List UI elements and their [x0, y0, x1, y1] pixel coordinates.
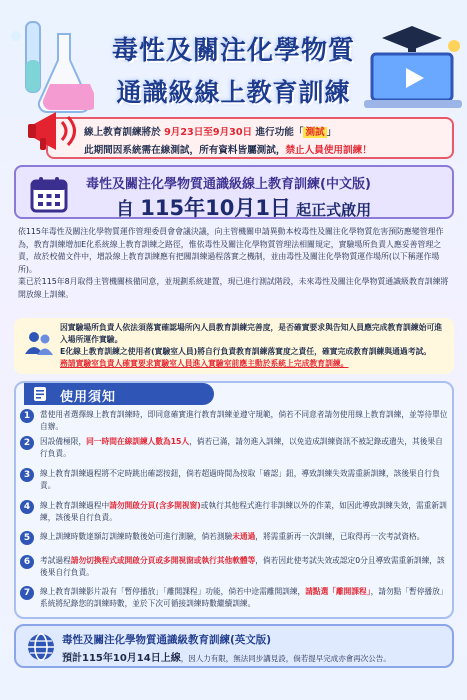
notice-line2 — [84, 142, 444, 160]
note-text — [40, 531, 448, 543]
notice-text: 此期間因系統需在線測試，所有資料皆屬測試， — [84, 145, 286, 156]
launch-text: 自 — [116, 199, 141, 220]
note-text-part: 線上教育訓練影片設有「暫停播放」「離開課程」功能，倘若中途需離開訓練， — [40, 587, 306, 596]
note-highlight: 請點選「離開課程」 — [305, 587, 371, 596]
note-text-part: 當使用者選擇線上教育訓練時，即同意確實進行教育訓練並遵守規範，倘若不同意者請勿使用線上教育訓練，並等待單位自辦。 — [40, 410, 448, 431]
page-title-line1: 毒性及關注化學物質 — [111, 36, 355, 66]
usage-notes-title: 使用須知 — [60, 390, 117, 405]
intro-paragraph-2: 業已於115年8月取得主管機關核備同意，並規劃系統建置，現已進行測試階段，未來毒性及關注化學物質通識級教育訓練將開放線上訓練。 — [18, 277, 449, 299]
note-text-part: ，請勿點「暫停播放」系統將紀錄您的訓練時數，並於下次可循接訓練時數繼續訓練。 — [40, 587, 448, 608]
note-text-part: 因設備極限， — [40, 437, 87, 446]
note-text — [40, 586, 448, 610]
usage-note-item — [20, 555, 448, 579]
launch-announcement — [14, 165, 454, 219]
note-text-part: ，倘若因此使考試失效或認定0分且導致需重新訓練，該後果自行負責。 — [40, 556, 445, 577]
note-number: 3 — [20, 468, 34, 482]
english-version-note: ，因人力有限，無法同步講見設，倘若提早完成亦會再次公告。 — [180, 654, 391, 663]
note-text-part: ，將需重新再一次訓練，已取得再一次考試資格。 — [255, 532, 425, 541]
notice-warning: 禁止人員使用訓練！ — [285, 145, 372, 156]
globe-icon — [26, 632, 56, 662]
note-text-part: ，倘若已滿，請勿進入訓練，以免造成訓練資訊不被記錄或遺失，其後果自行負責。 — [40, 437, 443, 458]
note-number: 6 — [20, 555, 34, 569]
notice-line1 — [84, 124, 444, 142]
launch-text: 起正式啟用 — [290, 201, 372, 219]
usage-note-item — [20, 468, 448, 492]
intro-paragraph-1: 依115年毒性及關注化學物質運作管理委員會會議決議，向主管機關申請異動本校毒性及關注化學物質危害預防應變管理作為，教育訓練增加E化系統線上教育訓練之路徑，惟依毒性及關注化學物質管理法相關規定，實驗場所負責人應妥善管理之責，故於校備文件中，增設線上教育訓練應有把關訓練過程落實之機制，並由毒性及關注化學物質運作場所(以下稱運作場所)。 — [18, 227, 444, 274]
page-title-line2: 通識級線上教育訓練 — [116, 78, 351, 107]
calendar-icon — [30, 175, 68, 213]
responsibility-line2: E化線上教育訓練之使用者(實驗室人員)將自行負責教育訓練落實度之責任，確實完成教育訓練與通過考試。 — [60, 347, 432, 356]
note-text-part: 線上訓練時數達額訂訓練時數後始可進行測驗，倘若測驗 — [40, 532, 233, 541]
note-text — [40, 555, 448, 579]
usage-note-item — [20, 409, 448, 433]
notice-text: 線上教育訓練將於 — [84, 127, 165, 138]
launch-date-line — [116, 192, 371, 222]
launch-date: 115年10月1日 — [140, 196, 291, 220]
note-number: 4 — [20, 500, 34, 514]
document-icon — [32, 386, 48, 402]
responsibility-box — [14, 318, 454, 374]
note-number: 7 — [20, 586, 34, 600]
note-text — [40, 436, 448, 460]
note-highlight: 同一時間在線訓練人數為15人 — [86, 437, 190, 446]
notice-text: 」 — [326, 127, 337, 138]
usage-note-item — [20, 500, 448, 524]
usage-notes-heading — [24, 383, 214, 405]
note-text-part: 考試過程 — [40, 556, 71, 565]
note-text-part: 或執行其他程式進行非訓練以外的作業，如因此導致訓練失效，需重新訓練，該後果自行負責。 — [40, 501, 447, 522]
note-number: 2 — [20, 436, 34, 450]
intro-text — [18, 226, 450, 302]
launch-title: 毒性及關注化學物質通識級線上教育訓練(中文版) — [86, 177, 371, 192]
responsibility-line1: 因實驗場所負責人依法須落實確認場所內人員教育訓練完善度，是否確實要求與告知人員應完成教育訓練始可進入場所運作實驗。 — [60, 323, 443, 344]
note-number: 1 — [20, 409, 34, 423]
notice-test-word: 測試 — [305, 127, 325, 138]
notice-text: 進行功能「 — [252, 127, 304, 138]
usage-note-item — [20, 586, 448, 610]
megaphone-icon — [26, 106, 80, 158]
note-highlight: 未通過 — [232, 532, 256, 541]
note-text — [40, 409, 448, 433]
test-period-notice — [46, 117, 454, 159]
responsibility-line3: 務請實驗室負責人確實要求實驗室人員進入實驗室前應主動於系統上完成教育訓練。 — [60, 359, 349, 368]
note-number: 5 — [20, 531, 34, 545]
usage-note-item — [20, 531, 448, 543]
note-text — [40, 468, 448, 492]
people-icon — [24, 328, 54, 358]
notice-dates: 9月23日至9月30日 — [164, 127, 253, 138]
english-version-title: 毒性及關注化學物質通識級教育訓練(英文版) — [62, 634, 272, 646]
note-highlight: 請勿切換程式或開啟分頁或多開視窗或執行其他軟體等 — [70, 556, 256, 565]
note-text-part: 線上教育訓練過程將不定時跳出確認按鈕，倘若超過時間為按取「確認」鈕，導致訓練失效需重新訓練，該後果自行負責。 — [40, 469, 440, 490]
english-version-box — [14, 624, 454, 668]
note-text-part: 線上教育訓練過程中 — [40, 501, 110, 510]
english-version-date — [62, 649, 391, 664]
note-text — [40, 500, 448, 524]
note-highlight: 請勿開啟分頁(含多開視窗) — [109, 501, 201, 510]
english-launch-date: 預計115年10月14日上線 — [62, 653, 181, 664]
usage-note-item — [20, 436, 448, 460]
